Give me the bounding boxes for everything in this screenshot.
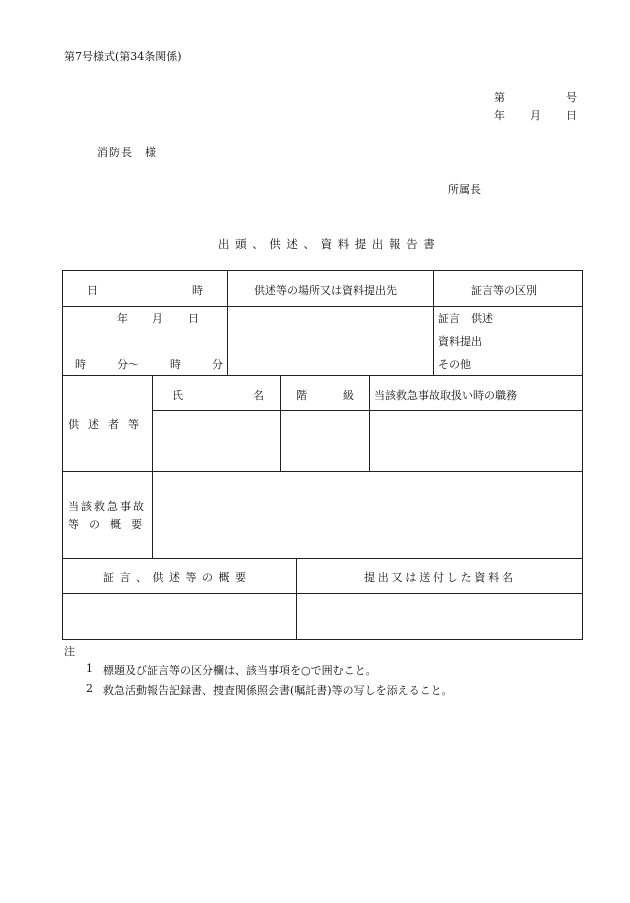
time-hour1-field[interactable]: 時: [75, 358, 86, 371]
col-duty: 当該救急事故取扱い時の職務: [374, 389, 517, 402]
date-day: 日: [566, 109, 577, 122]
note-1-text: 標題及び証言等の区分欄は、該当事項を○で囲むこと。: [103, 664, 377, 677]
date-month: 月: [530, 109, 541, 122]
materials-field[interactable]: [297, 594, 582, 639]
number-dai: 第: [494, 91, 505, 104]
person-duty-field[interactable]: [370, 411, 582, 471]
incident-label-line2: 等の概要: [68, 518, 152, 531]
summary-field[interactable]: [63, 594, 296, 639]
category-option-other[interactable]: その他: [438, 358, 471, 371]
table-border-left: [62, 270, 63, 640]
form-id: 第7号様式(第34条関係): [64, 50, 182, 63]
incident-summary-field[interactable]: [153, 472, 582, 558]
table-line-h5: [62, 558, 583, 559]
col-rank-right: 級: [343, 389, 354, 402]
date-day-field[interactable]: 日: [188, 312, 199, 325]
col-rank-left: 階: [296, 389, 307, 402]
table-border-top: [62, 270, 583, 271]
header-datetime-right: 時: [192, 284, 203, 297]
addressee-honorific: 様: [145, 146, 156, 159]
col-name-right: 名: [253, 389, 264, 402]
time-hour2-field[interactable]: 時: [170, 358, 181, 371]
date-month-field[interactable]: 月: [152, 312, 163, 325]
materials-header: 提出又は送付した資料名: [364, 571, 516, 584]
time-min2-field[interactable]: 分: [212, 358, 223, 371]
person-name-field[interactable]: [153, 411, 280, 471]
document-title: 出頭、供述、資料提出報告書: [218, 237, 441, 251]
persons-label: 供述者等: [68, 418, 148, 431]
col-name-left: 氏: [172, 389, 183, 402]
table-line-v-category: [433, 270, 434, 376]
place-field[interactable]: [228, 307, 433, 375]
note-2-text: 救急活動報告記録書、捜査関係照会書(嘱託書)等の写しを添えること。: [103, 684, 453, 697]
date-year: 年: [494, 109, 505, 122]
note-1-number: 1: [86, 662, 93, 675]
notes-label: 注: [64, 645, 75, 658]
date-year-field[interactable]: 年: [117, 312, 128, 325]
category-option-testimony[interactable]: 証言 供述: [438, 312, 493, 325]
header-category: 証言等の区別: [471, 284, 537, 297]
category-option-materials[interactable]: 資料提出: [438, 335, 482, 348]
note-2-number: 2: [86, 682, 93, 695]
table-border-bottom: [62, 639, 583, 640]
sender: 所属長: [448, 183, 481, 196]
table-line-h2: [62, 375, 583, 376]
number-go: 号: [566, 91, 577, 104]
header-datetime-left: 日: [87, 284, 98, 297]
addressee-title: 消防長: [97, 146, 133, 159]
time-min1-field[interactable]: 分〜: [117, 358, 139, 371]
table-border-right: [582, 270, 583, 640]
incident-label-line1: 当該救急事故: [68, 500, 146, 513]
header-place: 供述等の場所又は資料提出先: [254, 284, 397, 297]
person-rank-field[interactable]: [281, 411, 369, 471]
summary-header: 証言、供述等の概要: [103, 571, 252, 584]
